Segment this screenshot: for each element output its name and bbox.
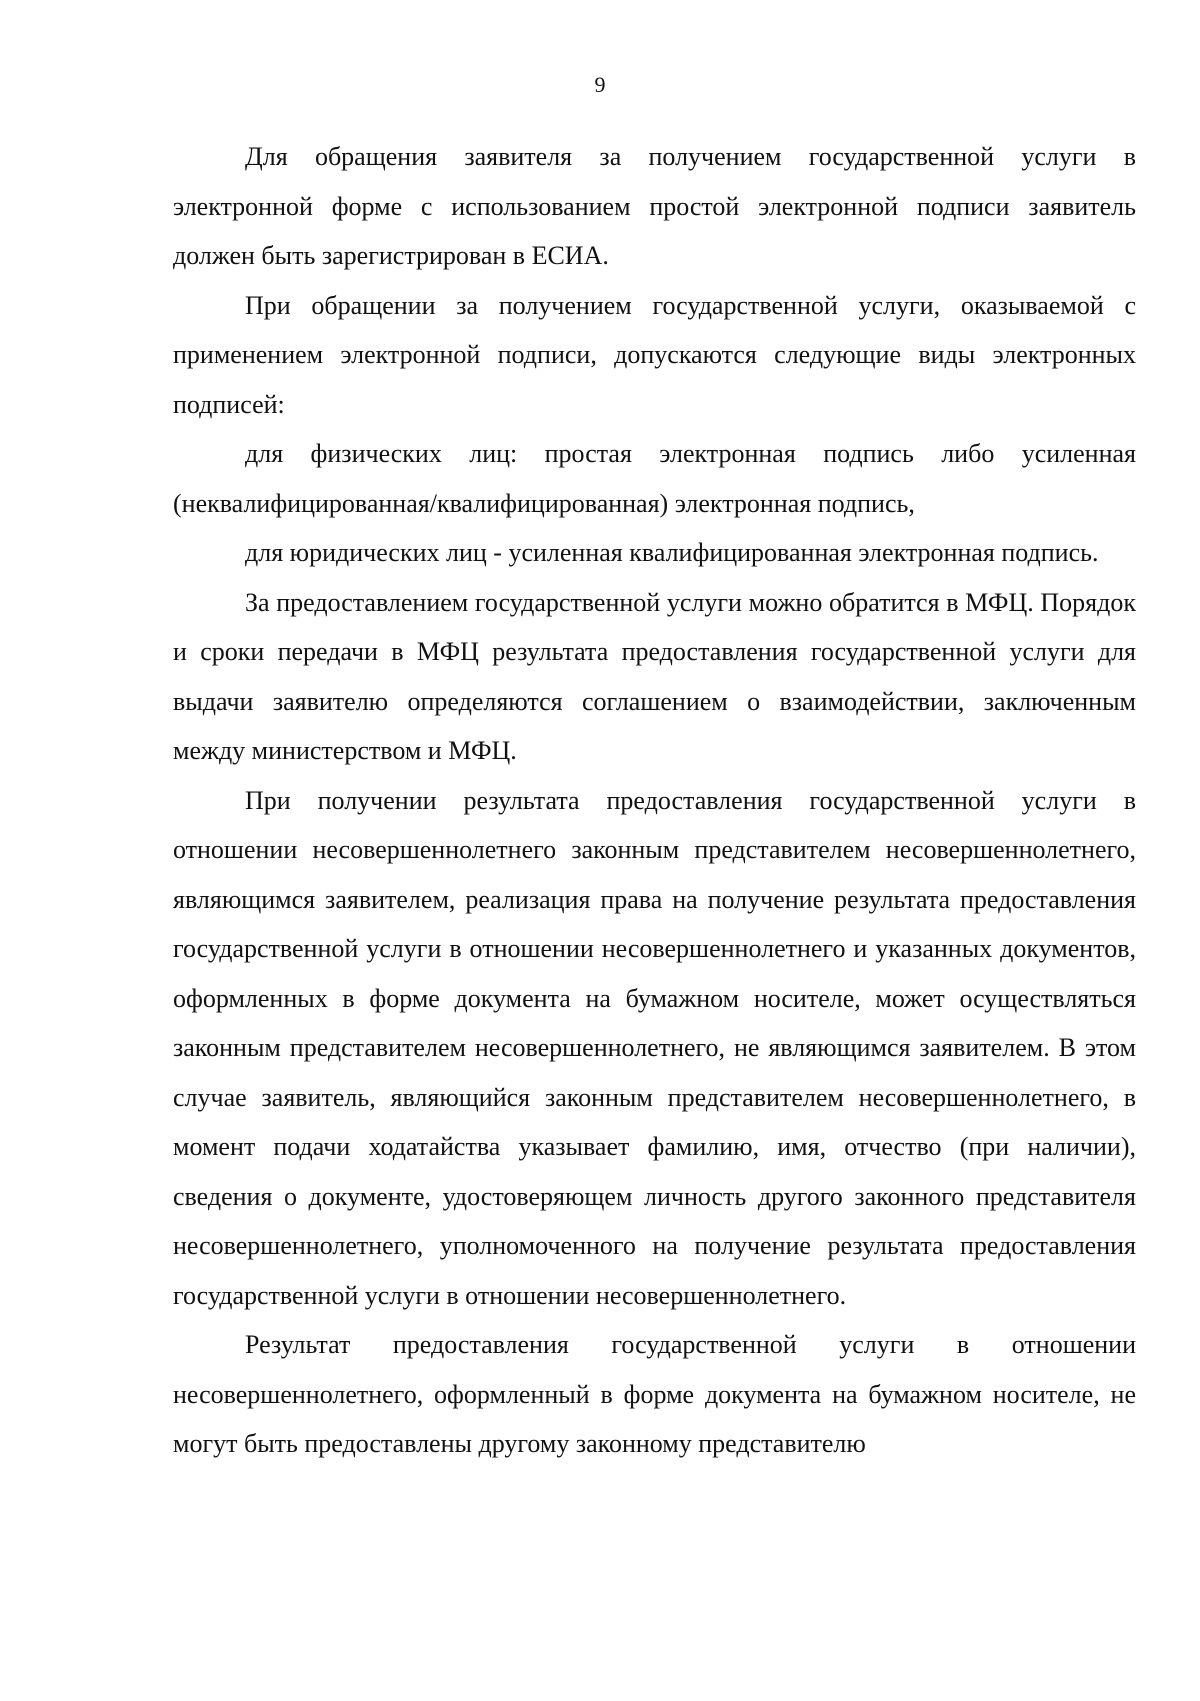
paragraph-individuals-signature: для физических лиц: простая электронная подпись либо усиленная (неквалифицированная/квалифицированная) электронная подпись, [173, 439, 1136, 518]
paragraph-mfc-service: За предоставлением государственной услуги можно обратится в МФЦ. Порядок и сроки передачи в МФЦ результата предоставления государственной услуги для выдачи заявителю определяются соглашением о взаимодействии, заключенным между министерством и МФЦ. [173, 587, 1136, 765]
paragraph-esia-registration: Для обращения заявителя за получением государственной услуги в электронной форме с использованием простой электронной подписи заявитель должен быть зарегистрирован в ЕСИА. [173, 142, 1136, 270]
paragraph-result-not-provided: Результат предоставления государственной услуги в отношении несовершеннолетнего, оформленный в форме документа на бумажном носителе, не могут быть предоставлены другому законному представителю [173, 1330, 1136, 1458]
page-number: 9 [594, 72, 606, 97]
paragraph-signature-types: При обращении за получением государственной услуги, оказываемой с применением электронной подписи, допускаются следующие виды электронных подписей: [173, 290, 1136, 419]
paragraph-legal-entities-signature: для юридических лиц - усиленная квалифицированная электронная подпись. [245, 538, 1099, 567]
paragraph-minor-result: При получении результата предоставления государственной услуги в отношении несовершеннолетнего законным представителем несовершеннолетнего, являющимся заявителем, реализация права на получение результата предоставления государственной услуги в отношении несовершеннолетнего и указанных документов, оформленных в форме документа на бумажном носителе, может осуществляться законным представителем несовершеннолетнего, не являющимся заявителем. В этом случае заявитель, являющийся законным представителем несовершеннолетнего, в момент подачи ходатайства указывает фамилию, имя, отчество (при наличии), сведения о документе, удостоверяющем личность другого законного представителя несовершеннолетнего, уполномоченного на получение результата предоставления государственной услуги в отношении несовершеннолетнего. [173, 785, 1136, 1310]
document-body [173, 132, 1136, 1469]
